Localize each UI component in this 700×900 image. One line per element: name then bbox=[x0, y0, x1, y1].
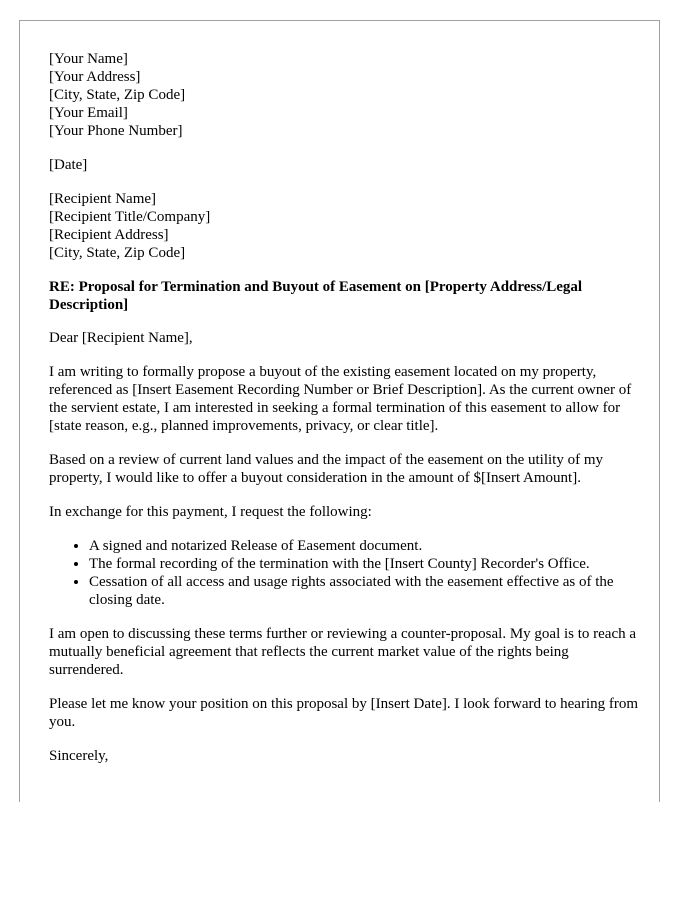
sender-city-state-zip: [City, State, Zip Code] bbox=[49, 87, 186, 103]
letter-body bbox=[49, 50, 639, 765]
list-item: • Cessation of all access and usage rights associated with the easement effective as of the closing date. bbox=[89, 573, 639, 609]
recipient-city-state-zip: [City, State, Zip Code] bbox=[49, 245, 186, 261]
date-line: [Date] bbox=[49, 157, 88, 173]
paragraph-offer: Based on a review of current land values and the impact of the easement on the utility of my property, I would like to offer a buyout consideration in the amount of $[Insert Amount]. bbox=[49, 452, 603, 486]
recipient-address: [Recipient Address] bbox=[49, 227, 169, 243]
recipient-title-company: [Recipient Title/Company] bbox=[49, 209, 211, 225]
paragraph-exchange: In exchange for this payment, I request the following: bbox=[49, 504, 372, 520]
signoff: Sincerely, bbox=[49, 748, 109, 764]
list-item: • A signed and notarized Release of Easement document. bbox=[89, 537, 639, 555]
sender-address: [Your Address] bbox=[49, 69, 141, 85]
list-item: • The formal recording of the termination with the [Insert County] Recorder's Office. bbox=[89, 555, 639, 573]
sender-phone: [Your Phone Number] bbox=[49, 123, 183, 139]
request-list bbox=[49, 537, 639, 609]
paragraph-negotiation: I am open to discussing these terms further or reviewing a counter-proposal. My goal is to reach a mutually beneficial agreement that reflects the current market value of the rights being surrendered. bbox=[49, 626, 637, 678]
sender-email: [Your Email] bbox=[49, 105, 128, 121]
subject-line: RE: Proposal for Termination and Buyout of Easement on [Property Address/Legal Description] bbox=[49, 279, 583, 313]
sender-block bbox=[49, 50, 639, 140]
salutation: Dear [Recipient Name], bbox=[49, 330, 193, 346]
paragraph-intro: I am writing to formally propose a buyout of the existing easement located on my property, referenced as [Insert Easement Recording Number or Brief Description]. As the current owner of the servient estate, I am interested in seeking a formal termination of this easement to allow for [state reason, e.g., planned improvements, privacy, or clear title]. bbox=[49, 364, 632, 434]
sender-name: [Your Name] bbox=[49, 51, 128, 67]
letter-page bbox=[19, 20, 660, 802]
recipient-block bbox=[49, 190, 639, 262]
paragraph-response-request: Please let me know your position on this proposal by [Insert Date]. I look forward to hearing from you. bbox=[49, 696, 639, 730]
recipient-name: [Recipient Name] bbox=[49, 191, 157, 207]
